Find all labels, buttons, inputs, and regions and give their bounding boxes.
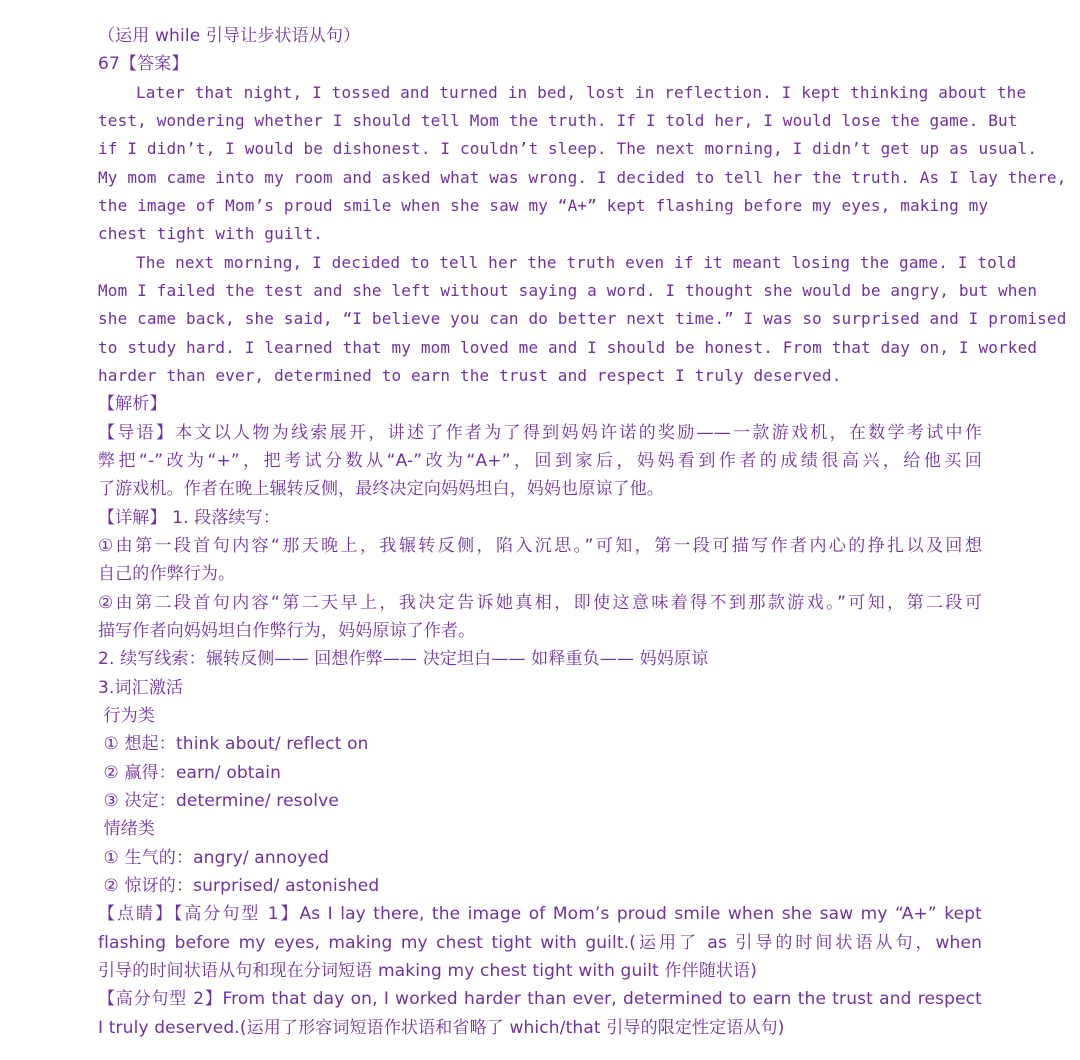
highlight-line: 【高分句型 2】From that day on, I worked harder than ever, determined to earn the trust and respect — [98, 989, 982, 1009]
vocab-item: ③ 决定：determine/ resolve — [98, 791, 339, 811]
analysis-label: 【解析】 — [98, 394, 167, 414]
header-note: （运用 while 引导让步状语从句） — [98, 26, 361, 46]
highlight-line: flashing before my eyes, making my chest tight with guilt.(运用了 as 引导的时间状语从句，when — [98, 933, 982, 953]
detail-point-line: 自己的作弊行为。 — [98, 564, 236, 584]
answer-p1-line: Later that night, I tossed and turned in bed, lost in reflection. I kept thinking about the — [136, 83, 1027, 102]
vocab-item: 行为类 — [98, 706, 156, 726]
answer-p2-line: she came back, she said, “I believe you can do better next time.” I was so surprised and I promised — [98, 309, 1067, 328]
answer-p2-line: harder than ever, determined to earn the trust and respect I truly deserved. — [98, 366, 842, 385]
detail-point-line: ②由第二段首句内容“第二天早上，我决定告诉她真相，即使这意味着得不到那款游戏。”可知，第二段可 — [98, 593, 982, 613]
answer-p1-line: chest tight with guilt. — [98, 224, 324, 243]
vocab-item: 情绪类 — [98, 819, 156, 839]
intro-line: 了游戏机。作者在晚上辗转反侧，最终决定向妈妈坦白，妈妈也原谅了他。 — [98, 479, 664, 499]
vocab-item: ① 想起：think about/ reflect on — [98, 734, 369, 754]
detail-heading: 【详解】 1. 段落续写： — [98, 508, 280, 528]
answer-p2-line: Mom I failed the test and she left without saying a word. I thought she would be angry, but when — [98, 281, 1038, 300]
answer-p1-line: if I didn’t, I would be dishonest. I couldn’t sleep. The next morning, I didn’t get up as usual. — [98, 139, 1038, 158]
intro-line: 【导语】本文以人物为线索展开，讲述了作者为了得到妈妈许诺的奖励——一款游戏机，在数学考试中作 — [98, 423, 982, 443]
detail-point-line: ①由第一段首句内容“那天晚上，我辗转反侧，陷入沉思。”可知，第一段可描写作者内心的挣扎以及回想 — [98, 536, 982, 556]
highlight-line: 引导的时间状语从句和现在分词短语 making my chest tight with guilt 作伴随状语) — [98, 961, 758, 981]
vocab-item: ① 生气的：angry/ annoyed — [98, 848, 330, 868]
answer-label: 67【答案】 — [98, 54, 189, 74]
answer-p1-line: test, wondering whether I should tell Mom the truth. If I told her, I would lose the game. But — [98, 111, 1018, 130]
vocab-item: ② 惊讶的：surprised/ astonished — [98, 876, 380, 896]
answer-p2-line: The next morning, I decided to tell her the truth even if it meant losing the game. I told — [136, 253, 1017, 272]
intro-line: 弊把“-”改为“+”，把考试分数从“A-”改为“A+”，回到家后，妈妈看到作者的成绩很高兴，给他买回 — [98, 451, 982, 471]
writing-clue: 2. 续写线索：辗转反侧—— 回想作弊—— 决定坦白—— 如释重负—— 妈妈原谅 — [98, 649, 709, 669]
answer-p2-line: to study hard. I learned that my mom loved me and I should be honest. From that day on, I worked — [98, 338, 1038, 357]
highlight-line: I truly deserved.(运用了形容词短语作状语和省略了 which/that 引导的限定性定语从句) — [98, 1018, 785, 1038]
detail-point-line: 描写作者向妈妈坦白作弊行为，妈妈原谅了作者。 — [98, 621, 476, 641]
answer-p1-line: the image of Mom’s proud smile when she saw my “A+” kept flashing before my eyes, making my — [98, 196, 989, 215]
vocab-heading: 3.词汇激活 — [98, 678, 184, 698]
vocab-item: ② 赢得：earn/ obtain — [98, 763, 281, 783]
highlight-line: 【点睛】【高分句型 1】As I lay there, the image of Mom’s proud smile when she saw my “A+” kept — [98, 904, 982, 924]
answer-p1-line: My mom came into my room and asked what was wrong. I decided to tell her the truth. As I lay there, — [98, 168, 1067, 187]
